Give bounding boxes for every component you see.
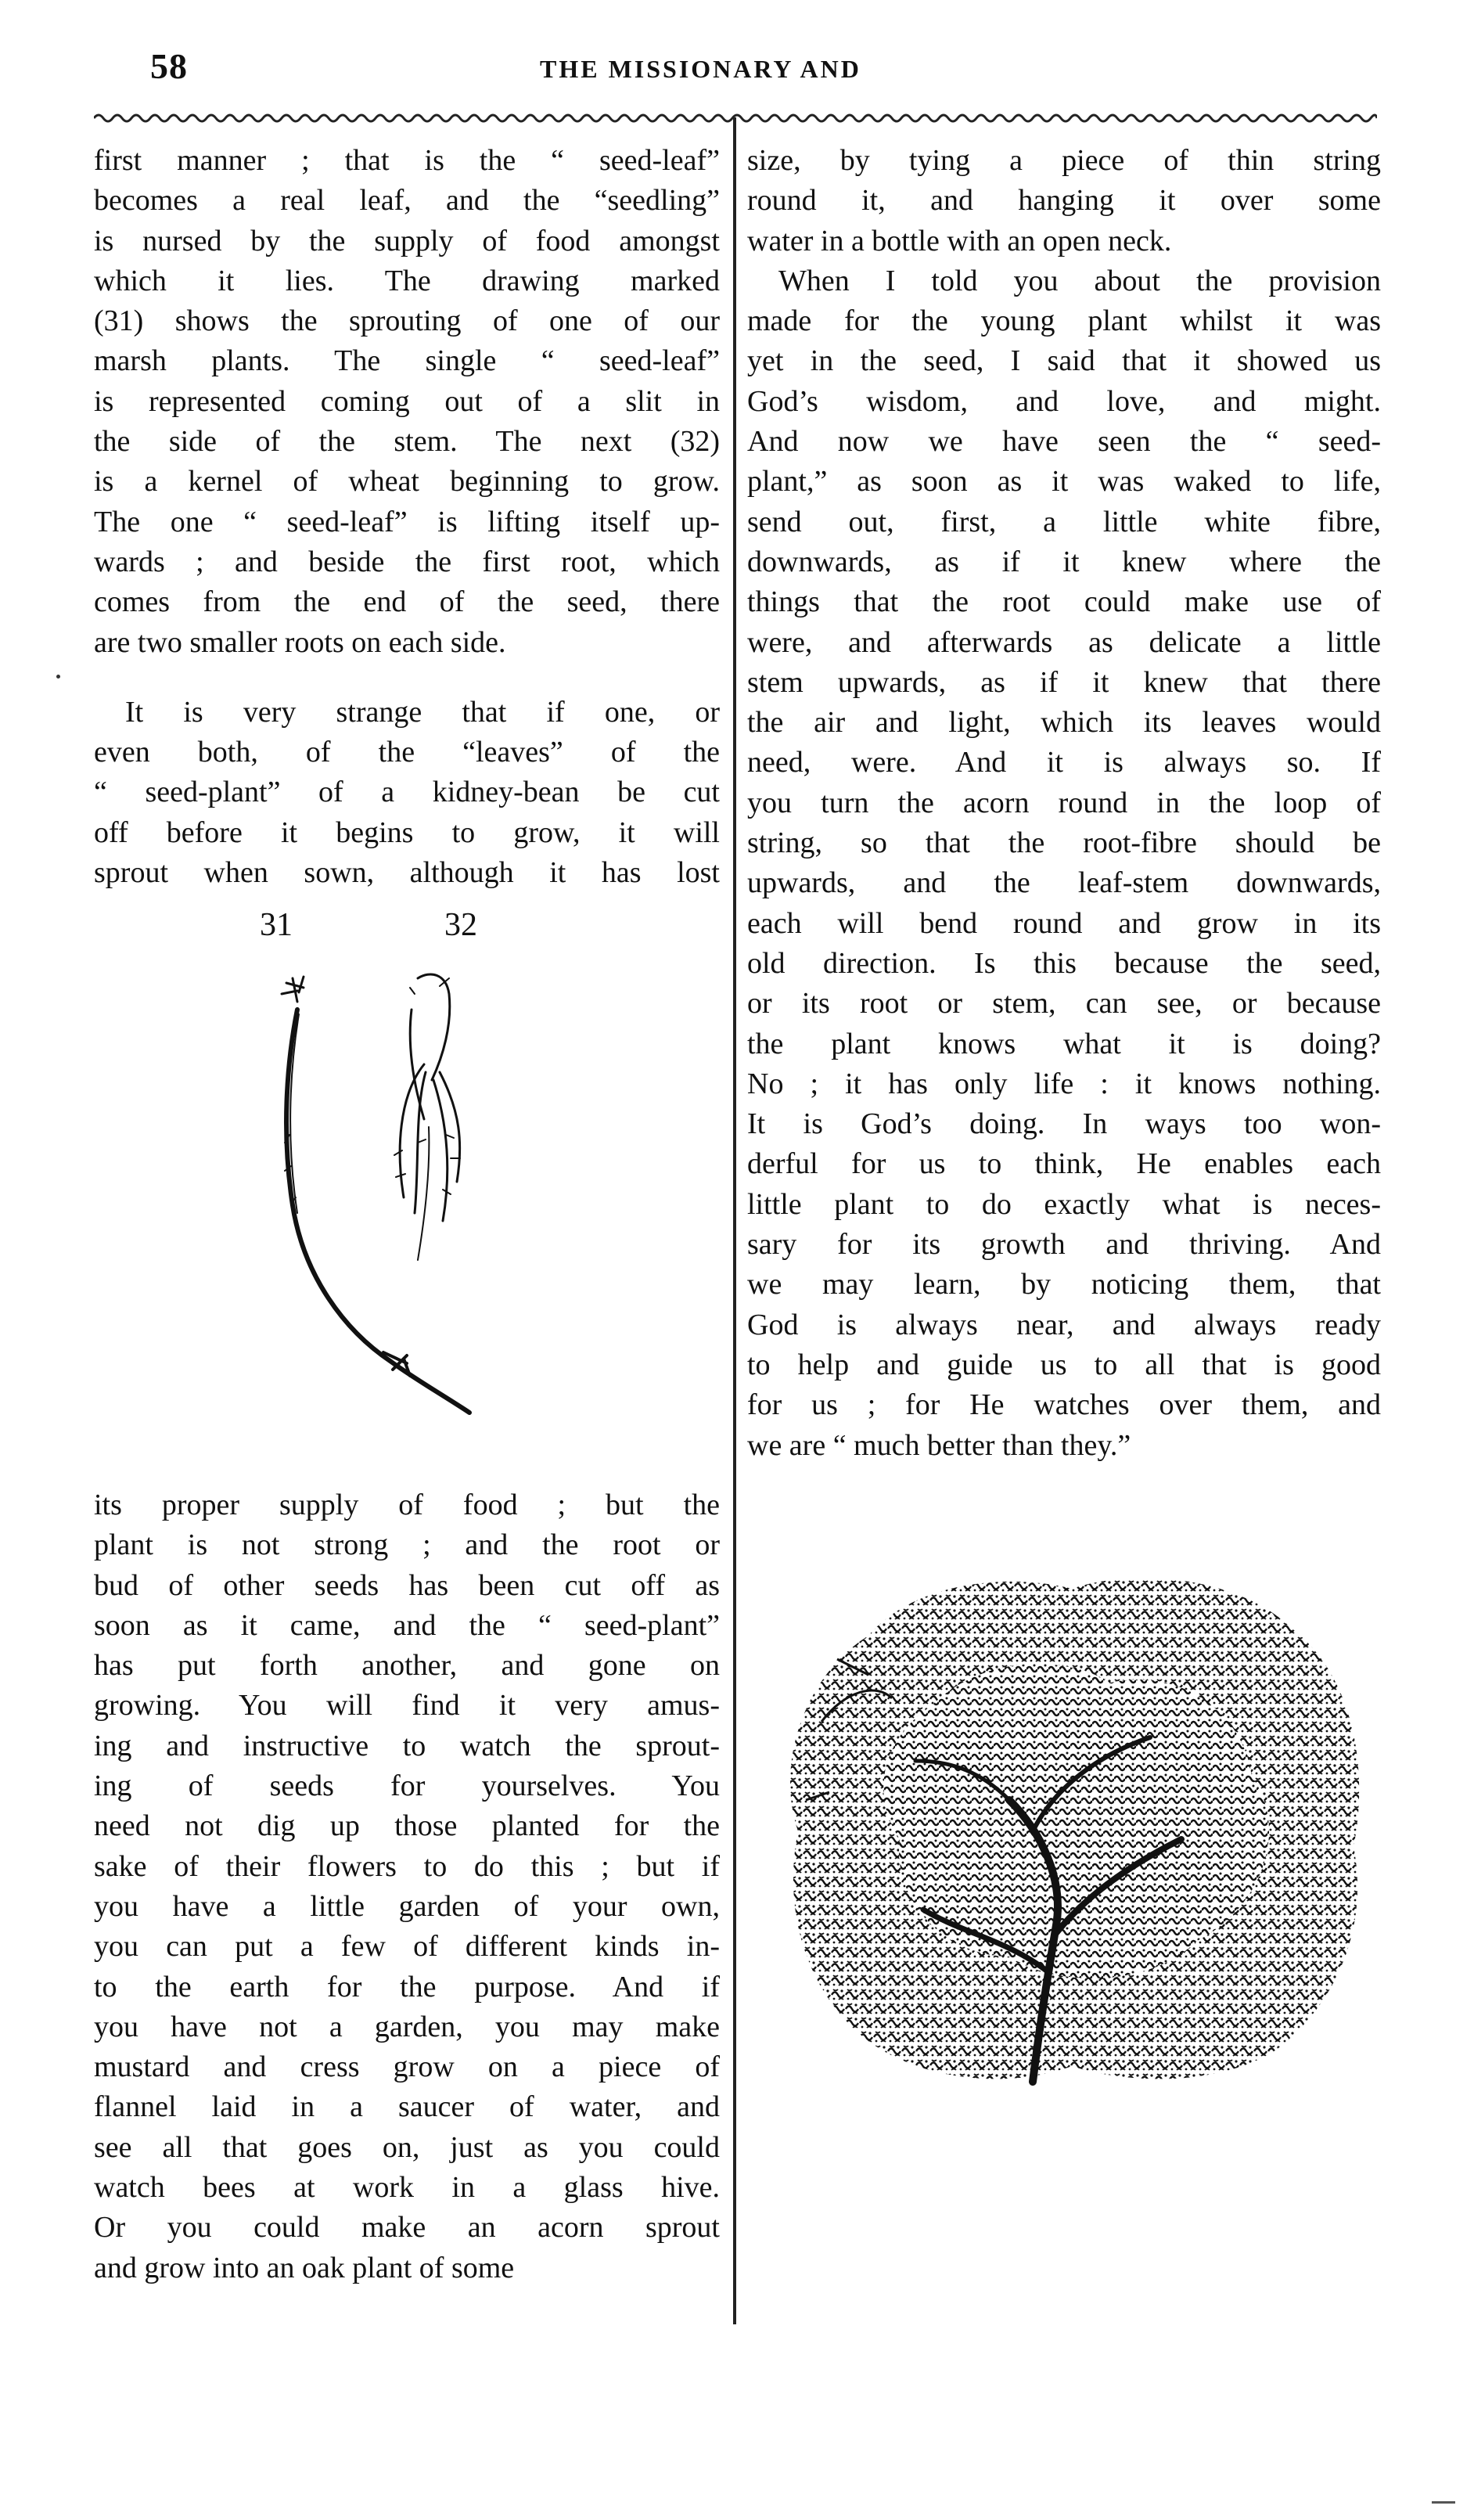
text-line: It is very strange that if one, or — [125, 695, 720, 729]
figure-labels — [235, 906, 548, 953]
text-line: were, and afterwards as delicate a little — [747, 625, 1381, 659]
text-line: It is God’s doing. In ways too won- — [747, 1107, 1381, 1141]
left-column-lower — [94, 1485, 720, 2288]
text-line: water in a bottle with an open neck. — [747, 224, 1172, 257]
text-line: is represented coming out of a slit in — [94, 384, 720, 418]
text-line: the air and light, which its leaves would — [747, 706, 1381, 740]
text-line: you have not a garden, you may make — [94, 2010, 720, 2043]
text-line: (31) shows the sprouting of one of our — [94, 304, 720, 338]
text-line: ing of seeds for yourselves. You — [94, 1769, 720, 1803]
text-line: which it lies. The drawing marked — [94, 264, 720, 297]
left-column-upper — [94, 141, 720, 893]
text-line: or its root or stem, can see, or because — [747, 987, 1381, 1021]
scan-edge-mark — [1432, 2501, 1455, 2504]
text-line: growing. You will find it very amus- — [94, 1689, 720, 1723]
figure-label-32: 32 — [444, 907, 477, 943]
text-line: string, so that the root-fibre should be — [747, 826, 1381, 860]
text-line: yet in the seed, I said that it showed us — [747, 344, 1381, 378]
text-line: God is always near, and always ready — [747, 1308, 1381, 1341]
text-line: stem upwards, as if it knew that there — [747, 665, 1381, 699]
sprout-32-drawing — [394, 974, 460, 1260]
text-line: God’s wisdom, and love, and might. — [747, 384, 1381, 418]
sprout-31-drawing — [282, 977, 469, 1413]
text-line: first manner ; that is the “ seed-leaf” — [94, 144, 720, 177]
text-line: upwards, and the leaf-stem downwards, — [747, 866, 1381, 900]
text-line: sary for its growth and thriving. And — [747, 1228, 1381, 1262]
text-line: old direction. Is this because the seed, — [747, 946, 1381, 980]
text-line: comes from the end of the seed, there — [94, 585, 720, 619]
text-line: watch bees at work in a glass hive. — [94, 2171, 720, 2205]
text-line: No ; it has only life : it knows nothing. — [747, 1067, 1381, 1100]
text-line: becomes a real leaf, and the “seedling” — [94, 184, 720, 218]
text-line: downwards, as if it knew where the — [747, 545, 1381, 578]
text-line: When I told you about the provision — [778, 264, 1381, 297]
text-line: marsh plants. The single “ seed-leaf” — [94, 344, 720, 378]
text-line: need, were. And it is always so. If — [747, 746, 1381, 779]
text-line: each will bend round and grow in its — [747, 906, 1381, 940]
paragraph-gods-wisdom — [747, 261, 1381, 1466]
text-line: bud of other seeds has been cut off as — [94, 1568, 720, 1602]
right-column — [747, 141, 1381, 1466]
text-line: size, by tying a piece of thin string — [747, 144, 1381, 177]
text-line: ing and instructive to watch the sprout- — [94, 1729, 720, 1762]
text-line: plant,” as soon as it was waked to life, — [747, 465, 1381, 499]
column-divider — [733, 117, 736, 2324]
text-line: to the earth for the purpose. And if — [94, 1970, 720, 2003]
text-line: flannel laid in a saucer of water, and — [94, 2090, 720, 2124]
text-line: we may learn, by noticing them, that — [747, 1268, 1381, 1301]
text-line: “ seed-plant” of a kidney-bean be cut — [94, 776, 720, 809]
text-line: its proper supply of food ; but the — [94, 1489, 720, 1521]
print-speck — [56, 675, 60, 679]
text-line: the side of the stem. The next (32) — [94, 425, 720, 459]
text-line: sprout when sown, although it has lost — [94, 856, 720, 890]
paragraph-seed-leaf — [94, 141, 720, 663]
text-line: even both, of the “leaves” of the — [94, 736, 720, 769]
text-line: and grow into an oak plant of some — [94, 2251, 515, 2284]
figure-label-31: 31 — [260, 907, 293, 943]
text-line: off before it begins to grow, it will — [94, 815, 720, 849]
paragraph-kidney-bean — [94, 693, 720, 893]
text-line: soon as it came, and the “ seed-plant” — [94, 1608, 720, 1642]
paragraph-acorn-string — [747, 141, 1381, 261]
text-line: little plant to do exactly what is neces- — [747, 1187, 1381, 1221]
text-line: to help and guide us to all that is good — [747, 1348, 1381, 1381]
text-line: need not dig up those planted for the — [94, 1809, 720, 1843]
running-title: THE MISSIONARY AND — [540, 55, 861, 83]
text-line: has put forth another, and gone on — [94, 1649, 720, 1683]
text-line: is nursed by the supply of food amongst — [94, 224, 720, 257]
text-line: is a kernel of wheat beginning to grow. — [94, 465, 720, 499]
text-line: derful for us to think, He enables each — [747, 1147, 1381, 1181]
tree-canopy — [790, 1578, 1359, 2079]
text-line: you turn the acorn round in the loop of — [747, 786, 1381, 819]
sprouting-seed-illustration — [258, 963, 524, 1432]
text-line: sake of their flowers to do this ; but if — [94, 1849, 720, 1883]
text-line: plant is not strong ; and the root or — [94, 1528, 720, 1562]
text-line: the plant knows what it is doing? — [747, 1027, 1381, 1060]
text-line: are two smaller roots on each side. — [94, 625, 506, 659]
text-line: send out, first, a little white fibre, — [747, 505, 1381, 538]
text-line: you can put a few of different kinds in- — [94, 1930, 720, 1964]
paragraph-sprouting-seeds — [94, 1485, 720, 2288]
text-line: made for the young plant whilst it was — [747, 304, 1381, 338]
text-line: you have a little garden of your own, — [94, 1889, 720, 1923]
text-line: we are “ much better than they.” — [747, 1428, 1131, 1462]
text-line: And now we have seen the “ seed- — [747, 425, 1381, 459]
text-line: Or you could make an acorn sprout — [94, 2211, 720, 2245]
page-number: 58 — [150, 46, 188, 86]
text-line: for us ; for He watches over them, and — [747, 1388, 1381, 1422]
tree-illustration — [775, 1565, 1377, 2097]
text-line: see all that goes on, just as you could — [94, 2130, 720, 2164]
text-line: mustard and cress grow on a piece of — [94, 2050, 720, 2084]
text-line: round it, and hanging it over some — [747, 184, 1381, 218]
text-line: things that the root could make use of — [747, 585, 1381, 619]
text-line: The one “ seed-leaf” is lifting itself up- — [94, 505, 720, 538]
text-line: wards ; and beside the first root, which — [94, 545, 720, 578]
